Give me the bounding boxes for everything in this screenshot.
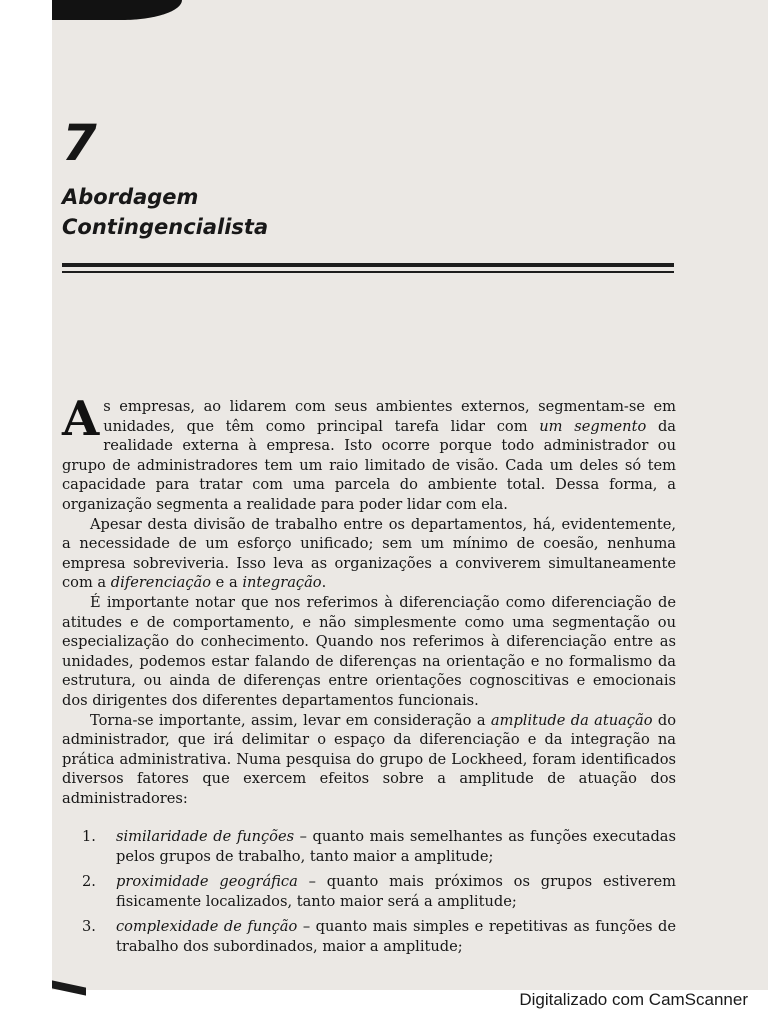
- paragraph-2-mid: e a: [211, 574, 243, 592]
- chapter-title-line-2: Contingencialista: [62, 215, 269, 239]
- title-divider-thin: [62, 271, 674, 273]
- paragraph-1-emphasis: um segmento: [539, 417, 647, 435]
- paragraph-1-lead: s empresas, ao lidarem com seus ambientes externos, segmentam-se em unidades, que têm como principal tarefa lidar com: [103, 398, 676, 435]
- list-item: [82, 827, 676, 866]
- list-item-description: – quanto mais simples e repetitivas as funções de trabalho dos subordinados, maior a amplitude;: [116, 918, 676, 955]
- list-item-text: [116, 827, 676, 866]
- list-item-term: complexidade de função: [116, 918, 298, 936]
- chapter-title-line-1: Abordagem: [62, 185, 199, 209]
- drop-cap: A: [62, 391, 100, 447]
- paragraph-4-tail: do administrador, que irá delimitar o espaço da diferenciação e da integração na prática administrativa. Numa pesquisa do grupo de Lockheed, foram identificados diversos fatores que exercem efeitos sobre a amplitude de atuação dos administradores:: [62, 711, 676, 807]
- paragraph-3: É importante notar que nos referimos à diferenciação como diferenciação de atitudes e de comportamento, e não simplesmente como uma segmentação ou especialização do conhecimento. Quando nos referimos à diferenciação entre as unidades, podemos estar falando de diferenças na orientação e no formalismo da estrutura, ou ainda de diferenças entre orientações cognoscitivas e emocionais dos dirigentes dos diferentes departamentos funcionais.: [62, 593, 676, 709]
- paragraph-4-lead: Torna-se importante, assim, levar em consideração a: [90, 711, 491, 729]
- list-item-term: similaridade de funções: [116, 828, 295, 845]
- factor-list: [82, 827, 676, 963]
- scanner-watermark: Digitalizado com CamScanner: [519, 990, 748, 1009]
- paragraph-2-emphasis-1: diferenciação: [110, 574, 212, 592]
- list-item-text: [116, 917, 676, 956]
- list-item-number: 2.: [82, 873, 96, 891]
- list-item: [82, 872, 676, 911]
- chapter-title: [62, 182, 268, 242]
- list-item-text: [116, 872, 676, 911]
- scanned-page: [52, 0, 768, 990]
- paragraph-4-emphasis: amplitude da atuação: [490, 711, 653, 729]
- body-text: [62, 391, 676, 808]
- title-divider: [62, 263, 674, 275]
- chapter-number: 7: [62, 114, 97, 172]
- paragraph-1-tail: da realidade externa à empresa. Isto ocorre porque todo administrador ou grupo de administradores tem um raio limitado de visão. Cada um deles só tem capacidade para tratar com uma parcela do ambiente total. Dessa forma, a organização segmenta a realidade para poder lidar com ela.: [62, 417, 676, 513]
- list-item-description: – quanto mais próximos os grupos estiverem fisicamente localizados, tanto maior será a amplitude;: [116, 873, 676, 910]
- list-item-number: 1.: [82, 828, 96, 845]
- title-divider-thick: [62, 263, 674, 267]
- paragraph-1: [62, 391, 676, 515]
- paragraph-4: [62, 711, 676, 809]
- list-item: [82, 917, 676, 956]
- paragraph-2: [62, 515, 676, 593]
- list-item-description: – quanto mais semelhantes as funções executadas pelos grupos de trabalho, tanto maior a amplitude;: [116, 828, 676, 865]
- list-item-number: 3.: [82, 918, 96, 936]
- paragraph-2-tail: .: [321, 574, 327, 592]
- paragraph-2-lead: Apesar desta divisão de trabalho entre os departamentos, há, evidentemente, a necessidade de um esforço unificado; sem um mínimo de coesão, nenhuma empresa sobreviveria. Isso leva as organizações a conviverem simultaneamente com a: [62, 515, 676, 592]
- list-item-term: proximidade geográfica: [116, 873, 298, 891]
- page-corner-shadow: [52, 0, 182, 20]
- paragraph-2-emphasis-2: integração: [242, 574, 322, 592]
